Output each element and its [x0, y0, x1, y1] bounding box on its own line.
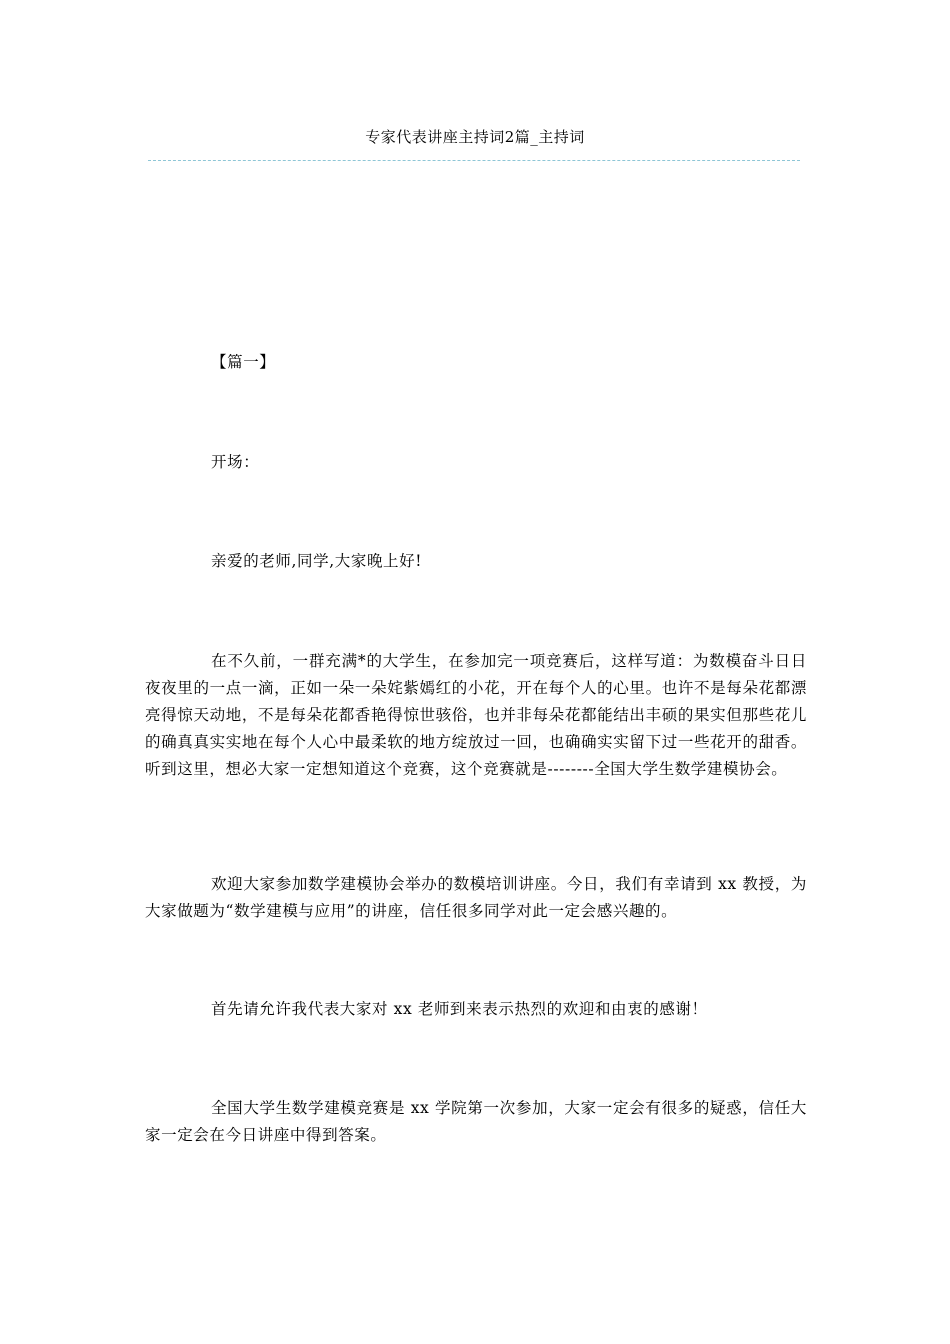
section-label: 【篇一】: [211, 353, 276, 371]
document-title: 专家代表讲座主持词2篇_主持词: [365, 128, 585, 146]
opening-label: 开场：: [211, 453, 260, 471]
greeting-paragraph: 亲爱的老师,同学,大家晚上好!: [211, 552, 423, 570]
welcome-paragraph: 欢迎大家参加数学建模协会举办的数模培训讲座。今日，我们有幸请到 xx 教授，为大家做题为“数学建模与应用”的讲座，信任很多同学对此一定会感兴趣的。: [145, 875, 807, 920]
thanks-paragraph: 首先请允许我代表大家对 xx 老师到来表示热烈的欢迎和由衷的感谢！: [211, 1000, 708, 1018]
competition-paragraph: 全国大学生数学建模竞赛是 xx 学院第一次参加，大家一定会有很多的疑惑，信任大家一定会在今日讲座中得到答案。: [145, 1099, 807, 1144]
intro-paragraph: 在不久前，一群充满*的大学生，在参加完一项竞赛后，这样写道：为数模奋斗日日夜夜里的一点一滴，正如一朵一朵姹紫嫣红的小花，开在每个人的心里。也许不是每朵花都漂亮得惊天动地，不是每朵花都香艳得惊世骇俗，也并非每朵花都能结出丰硕的果实但那些花儿的确真真实实地在每个人心中最柔软的地方绽放过一回，也确确实实留下过一些花开的甜香。听到这里，想必大家一定想知道这个竞赛，这个竞赛就是--------全国大学生数学建模协会。: [145, 652, 807, 778]
header-divider: [148, 160, 800, 161]
